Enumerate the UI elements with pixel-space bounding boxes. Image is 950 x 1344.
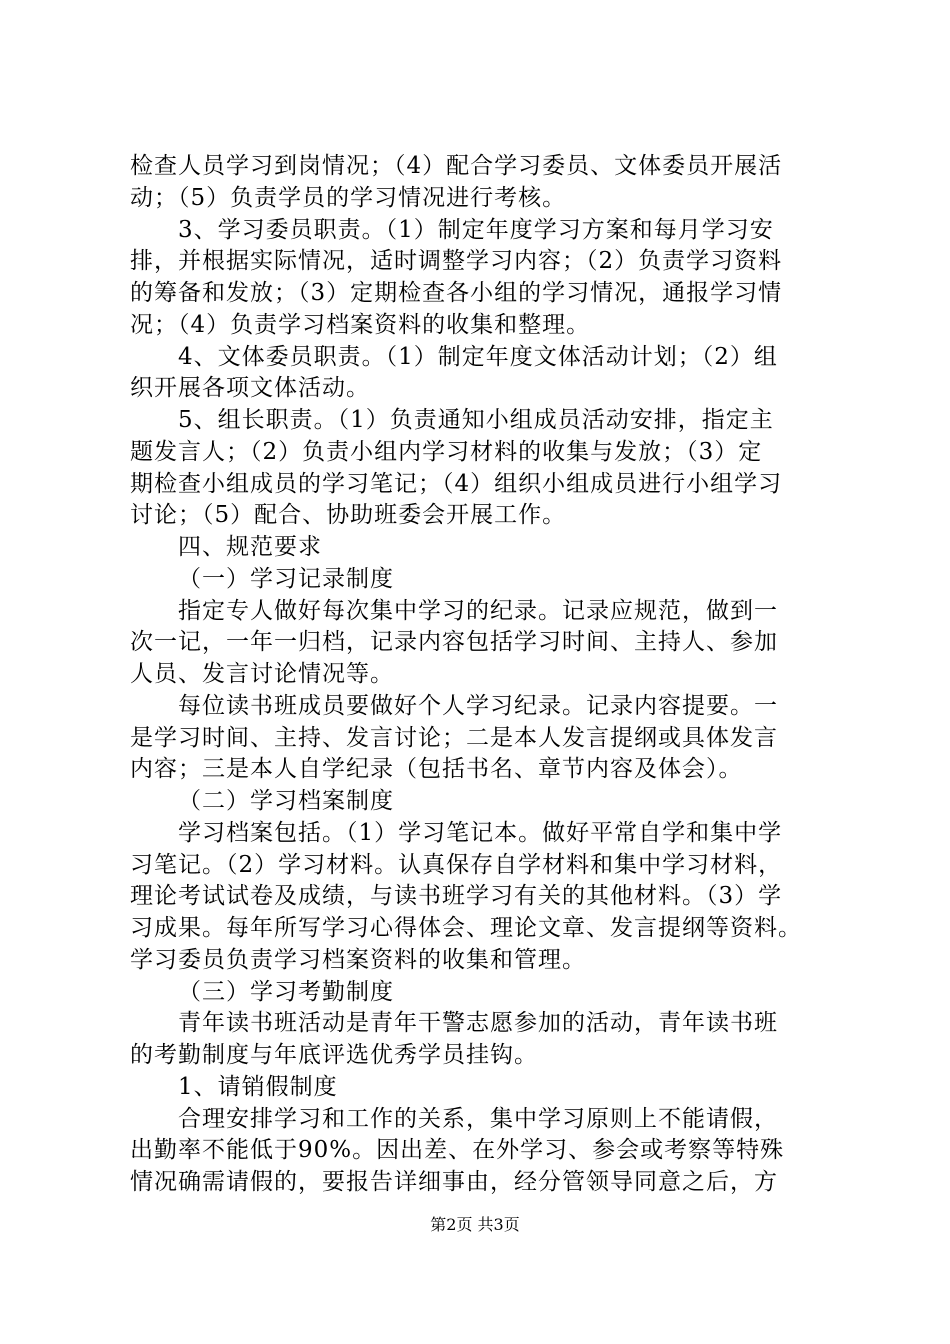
text-line: 排，并根据实际情况，适时调整学习内容；（2）负责学习资料: [130, 248, 783, 274]
text-line: 的筹备和发放；（3）定期检查各小组的学习情况，通报学习情: [130, 280, 783, 306]
text-line: 习成果。每年所写学习心得体会、理论文章、发言提纲等资料。: [130, 915, 802, 941]
text-line: 学习委员负责学习档案资料的收集和管理。: [130, 947, 586, 973]
text-line: 期检查小组成员的学习笔记；（4）组织小组成员进行小组学习: [130, 471, 783, 497]
text-line: 指定专人做好每次集中学习的纪录。记录应规范，做到一: [178, 598, 778, 624]
text-line: 题发言人；（2）负责小组内学习材料的收集与发放；（3）定: [130, 439, 763, 465]
text-line: 检查人员学习到岗情况；（4）配合学习委员、文体委员开展活: [130, 153, 783, 179]
text-line: 内容；三是本人自学纪录（包括书名、章节内容及体会）。: [130, 756, 743, 782]
page-footer: 第2页 共3页: [430, 1215, 520, 1234]
text-line: 四、规范要求: [178, 534, 322, 560]
text-line: 况；（4）负责学习档案资料的收集和整理。: [130, 312, 591, 338]
text-line: 5、组长职责。（1）负责通知小组成员活动安排，指定主: [178, 407, 774, 433]
text-line: 情况确需请假的，要报告详细事由，经分管领导同意之后，方: [130, 1169, 778, 1195]
text-line: 1、请销假制度: [178, 1074, 338, 1100]
text-line: （二）学习档案制度: [178, 788, 394, 814]
text-line: 出勤率不能低于90%。因出差、在外学习、参会或考察等特殊: [130, 1137, 785, 1163]
text-line: 每位读书班成员要做好个人学习纪录。记录内容提要。一: [178, 693, 778, 719]
text-line: 4、文体委员职责。（1）制定年度文体活动计划；（2）组: [178, 344, 778, 370]
text-line: 次一记，一年一归档，记录内容包括学习时间、主持人、参加: [130, 629, 778, 655]
text-line: 的考勤制度与年底评选优秀学员挂钩。: [130, 1042, 538, 1068]
text-line: 是学习时间、主持、发言讨论；二是本人发言提纲或具体发言: [130, 725, 778, 751]
text-line: （三）学习考勤制度: [178, 979, 394, 1005]
text-line: （一）学习记录制度: [178, 566, 394, 592]
text-line: 动；（5）负责学员的学习情况进行考核。: [130, 185, 567, 211]
text-line: 3、学习委员职责。（1）制定年度学习方案和每月学习安: [178, 217, 774, 243]
text-line: 人员、发言讨论情况等。: [130, 661, 394, 687]
text-line: 织开展各项文体活动。: [130, 375, 370, 401]
text-line: 合理安排学习和工作的关系，集中学习原则上不能请假，: [178, 1106, 778, 1132]
text-line: 学习档案包括。（1）学习笔记本。做好平常自学和集中学: [178, 820, 783, 846]
text-line: 讨论；（5）配合、协助班委会开展工作。: [130, 502, 567, 528]
text-line: 理论考试试卷及成绩，与读书班学习有关的其他材料。（3）学: [130, 883, 783, 909]
text-line: 习笔记。（2）学习材料。认真保存自学材料和集中学习材料，: [130, 852, 783, 878]
text-line: 青年读书班活动是青年干警志愿参加的活动，青年读书班: [178, 1010, 778, 1036]
